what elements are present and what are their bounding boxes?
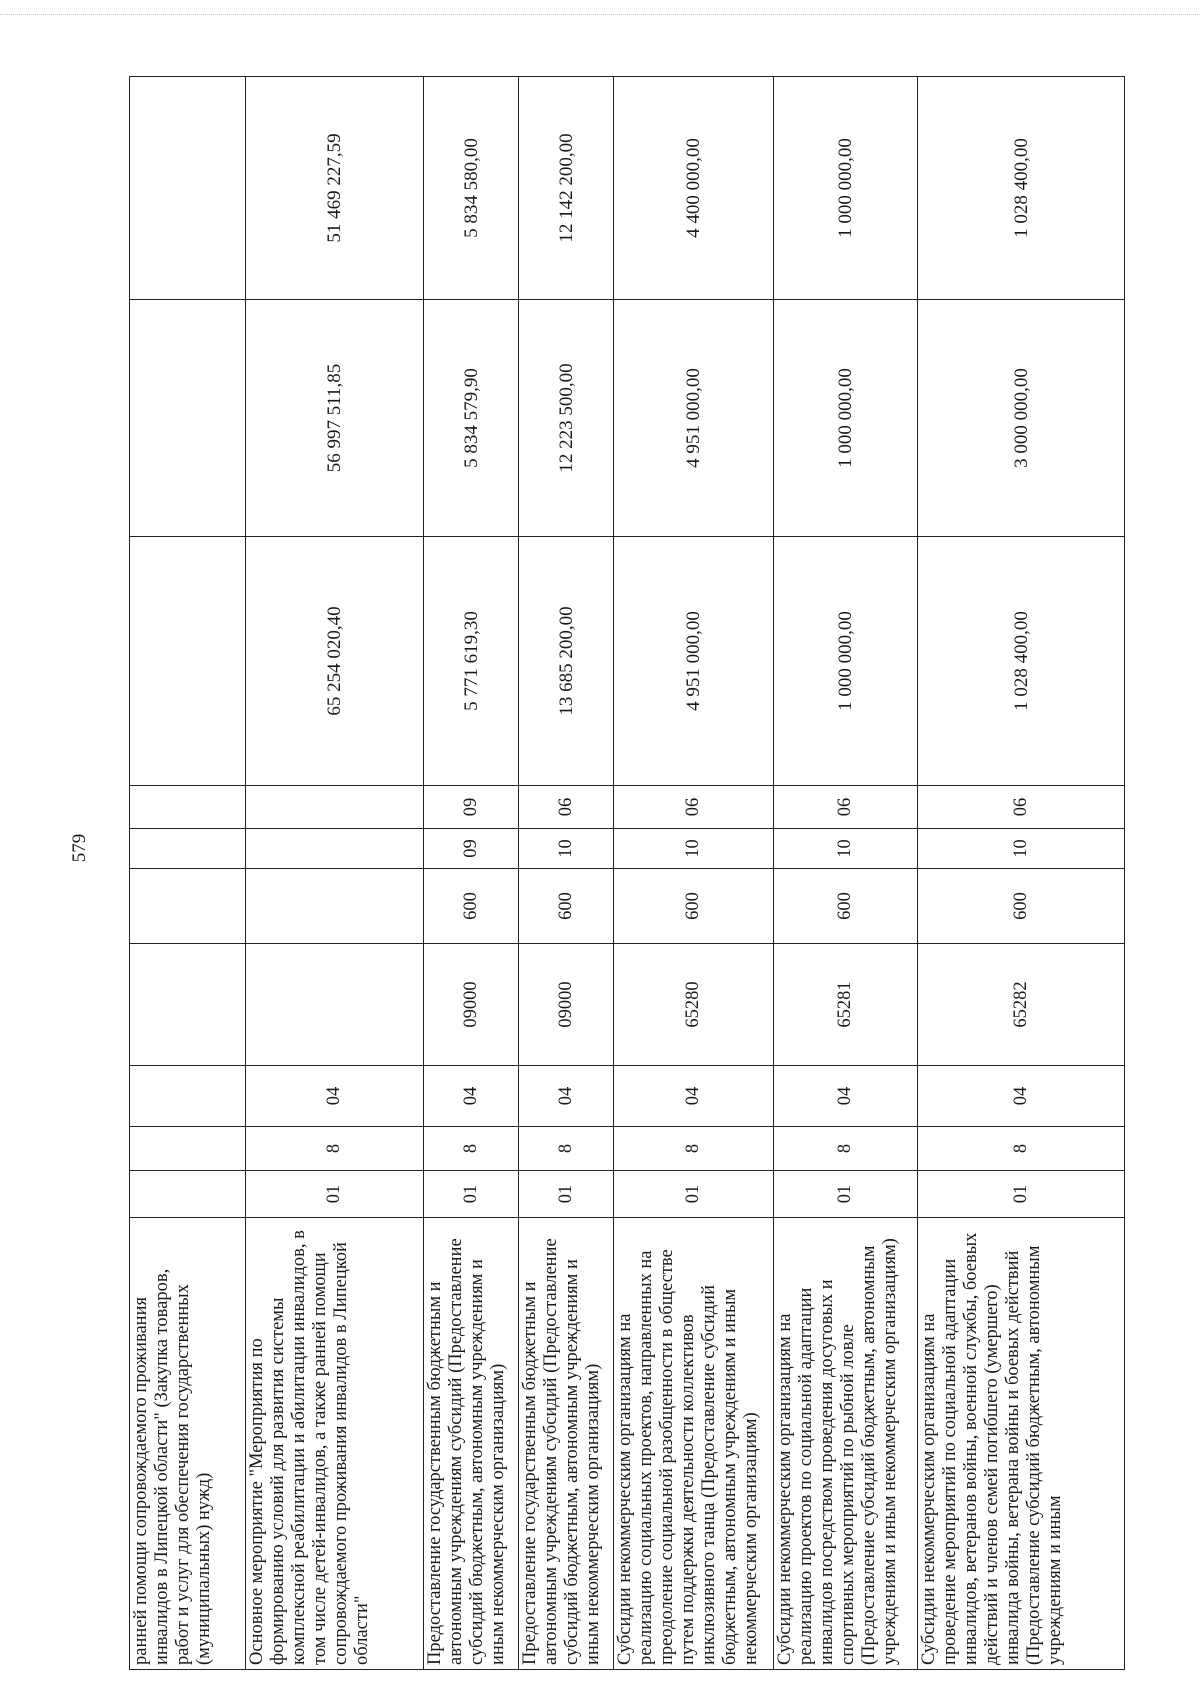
- subsection-cell: 09: [424, 786, 519, 829]
- amount-year1-cell: 1 000 000,00: [774, 537, 918, 786]
- direction-code-cell: 09000: [424, 944, 519, 1066]
- expense-type-cell: 600: [519, 869, 614, 944]
- program-code-cell: 01: [246, 1171, 424, 1218]
- program-code-cell: 01: [424, 1171, 519, 1218]
- table-row: [424, 77, 519, 1670]
- row-name-cell: Предоставление государственным бюджетным и автономным учреждениям субсидий (Предоставление субсидий бюджетным, автономным учреждениям и иным некоммерческим организациям): [424, 1218, 519, 1670]
- table-row: [918, 77, 1125, 1670]
- measure-code-cell: 04: [246, 1066, 424, 1127]
- program-code-cell: 01: [774, 1171, 918, 1218]
- measure-code-cell: [130, 1066, 246, 1127]
- row-name-cell: Субсидии некоммерческим организациям на реализацию социальных проектов, направленных на преодоление социальной разобщенности в обществе путем поддержки деятельности коллективов инклюзивного танца (Предоставление субсидий бюджетным, автономным учреждениям и иным некоммерческим организациям): [614, 1218, 774, 1670]
- subsection-cell: [246, 786, 424, 829]
- program-code-cell: 01: [918, 1171, 1125, 1218]
- amount-year2-cell: 1 000 000,00: [774, 300, 918, 537]
- rotated-page-content: [129, 77, 1124, 1670]
- amount-year1-cell: 4 951 000,00: [614, 537, 774, 786]
- amount-year3-cell: 51 469 227,59: [246, 77, 424, 300]
- subprogram-code-cell: 8: [246, 1127, 424, 1171]
- subsection-cell: 06: [519, 786, 614, 829]
- subprogram-code-cell: 8: [918, 1127, 1125, 1171]
- subprogram-code-cell: 8: [424, 1127, 519, 1171]
- table-row: [246, 77, 424, 1670]
- program-code-cell: 01: [614, 1171, 774, 1218]
- expense-type-cell: 600: [774, 869, 918, 944]
- section-cell: 10: [614, 829, 774, 869]
- row-name-cell: ранней помощи сопровождаемого проживания инвалидов в Липецкой области" (Закупка товаров, работ и услуг для обеспечения государственных (муниципальных) нужд): [130, 1218, 246, 1670]
- amount-year1-cell: 5 771 619,30: [424, 537, 519, 786]
- expense-type-cell: 600: [424, 869, 519, 944]
- section-cell: 10: [918, 829, 1125, 869]
- amount-year3-cell: 1 028 400,00: [918, 77, 1125, 300]
- subprogram-code-cell: [130, 1127, 246, 1171]
- amount-year2-cell: 5 834 579,90: [424, 300, 519, 537]
- amount-year3-cell: 1 000 000,00: [774, 77, 918, 300]
- section-cell: [246, 829, 424, 869]
- direction-code-cell: 65282: [918, 944, 1125, 1066]
- measure-code-cell: 04: [519, 1066, 614, 1127]
- direction-code-cell: 65280: [614, 944, 774, 1066]
- program-code-cell: [130, 1171, 246, 1218]
- expense-type-cell: [246, 869, 424, 944]
- section-cell: 10: [519, 829, 614, 869]
- direction-code-cell: [246, 944, 424, 1066]
- row-name-cell: Предоставление государственным бюджетным и автономным учреждениям субсидий (Предоставление субсидий бюджетным, автономным учреждениям и иным некоммерческим организациям): [519, 1218, 614, 1670]
- amount-year2-cell: 4 951 000,00: [614, 300, 774, 537]
- measure-code-cell: 04: [424, 1066, 519, 1127]
- amount-year3-cell: 4 400 000,00: [614, 77, 774, 300]
- expense-type-cell: 600: [918, 869, 1125, 944]
- direction-code-cell: 65281: [774, 944, 918, 1066]
- budget-table: [129, 76, 1125, 1670]
- section-cell: 10: [774, 829, 918, 869]
- amount-year1-cell: [130, 537, 246, 786]
- row-name-cell: Субсидии некоммерческим организациям на проведение мероприятий по социальной адаптации инвалидов, ветеранов войны, военной службы, боевых действий и членов семей погибшего (умершего) инвалида войны, ветерана войны и боевых действий (Предоставление субсидий бюджетным, автономным учреждениям и иным: [918, 1218, 1125, 1670]
- direction-code-cell: 09000: [519, 944, 614, 1066]
- program-code-cell: 01: [519, 1171, 614, 1218]
- amount-year1-cell: 65 254 020,40: [246, 537, 424, 786]
- subprogram-code-cell: 8: [774, 1127, 918, 1171]
- row-name-cell: Основное мероприятие "Мероприятия по формированию условий для развития системы комплексной реабилитации и абилитации инвалидов, в том числе детей-инвалидов, а также ранней помощи сопровождаемого проживания инвалидов в Липецкой области": [246, 1218, 424, 1670]
- amount-year1-cell: 13 685 200,00: [519, 537, 614, 786]
- subsection-cell: 06: [918, 786, 1125, 829]
- subsection-cell: 06: [614, 786, 774, 829]
- amount-year1-cell: 1 028 400,00: [918, 537, 1125, 786]
- amount-year2-cell: 12 223 500,00: [519, 300, 614, 537]
- subprogram-code-cell: 8: [519, 1127, 614, 1171]
- table-row: [774, 77, 918, 1670]
- table-row: [519, 77, 614, 1670]
- amount-year3-cell: 5 834 580,00: [424, 77, 519, 300]
- scan-edge-line: [0, 14, 1200, 15]
- expense-type-cell: 600: [614, 869, 774, 944]
- table-row: [130, 77, 246, 1670]
- measure-code-cell: 04: [774, 1066, 918, 1127]
- row-name-cell: Субсидии некоммерческим организациям на реализацию проектов по социальной адаптации инвалидов посредством проведения досуговых и спортивных мероприятий по рыбной ловле (Предоставление субсидий бюджетным, автономным учреждениям и иным некоммерческим организациям): [774, 1218, 918, 1670]
- section-cell: [130, 829, 246, 869]
- amount-year2-cell: 3 000 000,00: [918, 300, 1125, 537]
- subsection-cell: [130, 786, 246, 829]
- expense-type-cell: [130, 869, 246, 944]
- measure-code-cell: 04: [918, 1066, 1125, 1127]
- page-number: 579: [69, 833, 90, 863]
- subsection-cell: 06: [774, 786, 918, 829]
- amount-year3-cell: [130, 77, 246, 300]
- table-row: [614, 77, 774, 1670]
- subprogram-code-cell: 8: [614, 1127, 774, 1171]
- section-cell: 09: [424, 829, 519, 869]
- amount-year2-cell: 56 997 511,85: [246, 300, 424, 537]
- direction-code-cell: [130, 944, 246, 1066]
- amount-year2-cell: [130, 300, 246, 537]
- measure-code-cell: 04: [614, 1066, 774, 1127]
- amount-year3-cell: 12 142 200,00: [519, 77, 614, 300]
